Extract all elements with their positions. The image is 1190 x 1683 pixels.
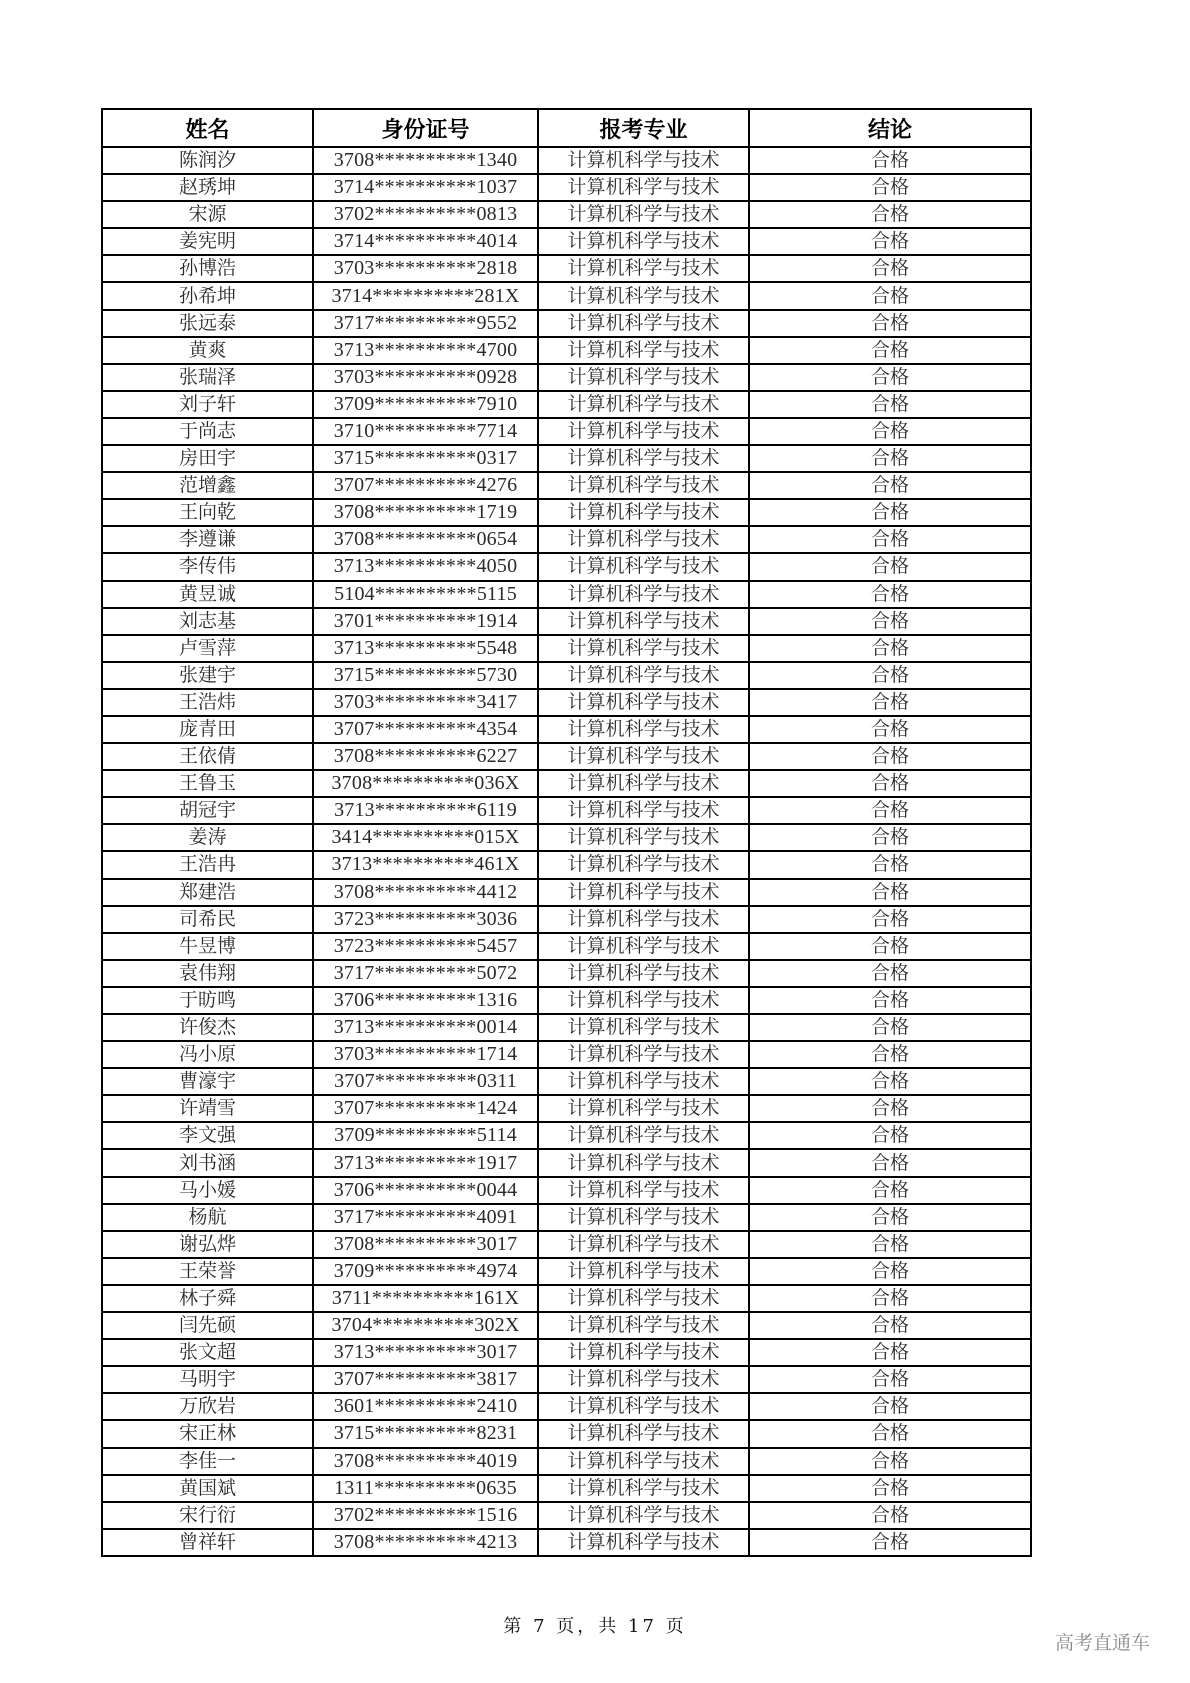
cell-result: 合格 bbox=[749, 635, 1031, 662]
cell-major: 计算机科学与技术 bbox=[538, 337, 749, 364]
cell-name: 胡冠宇 bbox=[102, 797, 313, 824]
table-row bbox=[102, 1393, 1031, 1420]
cell-major: 计算机科学与技术 bbox=[538, 824, 749, 851]
header-result: 结论 bbox=[749, 109, 1031, 147]
cell-major: 计算机科学与技术 bbox=[538, 1448, 749, 1475]
table-row bbox=[102, 553, 1031, 580]
cell-name: 陈润汐 bbox=[102, 147, 313, 174]
cell-major: 计算机科学与技术 bbox=[538, 1122, 749, 1149]
cell-id-number: 3708**********036X bbox=[313, 770, 538, 797]
cell-major: 计算机科学与技术 bbox=[538, 689, 749, 716]
cell-major: 计算机科学与技术 bbox=[538, 1312, 749, 1339]
cell-result: 合格 bbox=[749, 553, 1031, 580]
cell-id-number: 3717**********4091 bbox=[313, 1204, 538, 1231]
cell-id-number: 1311**********0635 bbox=[313, 1475, 538, 1502]
table-row bbox=[102, 879, 1031, 906]
cell-result: 合格 bbox=[749, 1339, 1031, 1366]
cell-major: 计算机科学与技术 bbox=[538, 1231, 749, 1258]
cell-id-number: 3414**********015X bbox=[313, 824, 538, 851]
cell-result: 合格 bbox=[749, 662, 1031, 689]
cell-result: 合格 bbox=[749, 472, 1031, 499]
table-row bbox=[102, 1258, 1031, 1285]
table-row bbox=[102, 174, 1031, 201]
table-row bbox=[102, 716, 1031, 743]
cell-result: 合格 bbox=[749, 364, 1031, 391]
cell-name: 孙希坤 bbox=[102, 282, 313, 309]
cell-major: 计算机科学与技术 bbox=[538, 1475, 749, 1502]
cell-result: 合格 bbox=[749, 201, 1031, 228]
cell-major: 计算机科学与技术 bbox=[538, 228, 749, 255]
cell-result: 合格 bbox=[749, 879, 1031, 906]
cell-major: 计算机科学与技术 bbox=[538, 526, 749, 553]
cell-id-number: 3708**********4019 bbox=[313, 1448, 538, 1475]
cell-name: 王荣誉 bbox=[102, 1258, 313, 1285]
cell-name: 张文超 bbox=[102, 1339, 313, 1366]
cell-result: 合格 bbox=[749, 689, 1031, 716]
table-row bbox=[102, 1177, 1031, 1204]
cell-name: 杨航 bbox=[102, 1204, 313, 1231]
cell-name: 卢雪萍 bbox=[102, 635, 313, 662]
table-row bbox=[102, 1122, 1031, 1149]
cell-id-number: 3717**********5072 bbox=[313, 960, 538, 987]
cell-id-number: 3708**********4213 bbox=[313, 1529, 538, 1556]
cell-result: 合格 bbox=[749, 282, 1031, 309]
cell-result: 合格 bbox=[749, 581, 1031, 608]
cell-name: 袁伟翔 bbox=[102, 960, 313, 987]
cell-id-number: 3708**********6227 bbox=[313, 743, 538, 770]
table-row bbox=[102, 689, 1031, 716]
cell-result: 合格 bbox=[749, 933, 1031, 960]
cell-major: 计算机科学与技术 bbox=[538, 879, 749, 906]
cell-name: 黄爽 bbox=[102, 337, 313, 364]
cell-major: 计算机科学与技术 bbox=[538, 933, 749, 960]
cell-major: 计算机科学与技术 bbox=[538, 174, 749, 201]
table-row bbox=[102, 608, 1031, 635]
cell-result: 合格 bbox=[749, 851, 1031, 878]
table-row bbox=[102, 824, 1031, 851]
table-row bbox=[102, 1502, 1031, 1529]
cell-name: 于尚志 bbox=[102, 418, 313, 445]
cell-result: 合格 bbox=[749, 770, 1031, 797]
cell-major: 计算机科学与技术 bbox=[538, 1177, 749, 1204]
table-row bbox=[102, 445, 1031, 472]
header-id-number: 身份证号 bbox=[313, 109, 538, 147]
cell-id-number: 3713**********461X bbox=[313, 851, 538, 878]
cell-id-number: 3723**********3036 bbox=[313, 906, 538, 933]
cell-major: 计算机科学与技术 bbox=[538, 445, 749, 472]
cell-id-number: 3714**********4014 bbox=[313, 228, 538, 255]
cell-id-number: 3713**********1917 bbox=[313, 1149, 538, 1176]
cell-name: 张瑞泽 bbox=[102, 364, 313, 391]
cell-id-number: 3707**********1424 bbox=[313, 1095, 538, 1122]
cell-result: 合格 bbox=[749, 228, 1031, 255]
cell-result: 合格 bbox=[749, 1068, 1031, 1095]
cell-id-number: 3708**********4412 bbox=[313, 879, 538, 906]
table-row bbox=[102, 337, 1031, 364]
cell-id-number: 3714**********1037 bbox=[313, 174, 538, 201]
cell-result: 合格 bbox=[749, 391, 1031, 418]
cell-major: 计算机科学与技术 bbox=[538, 472, 749, 499]
cell-major: 计算机科学与技术 bbox=[538, 1068, 749, 1095]
table-row bbox=[102, 797, 1031, 824]
cell-major: 计算机科学与技术 bbox=[538, 1366, 749, 1393]
table-row bbox=[102, 1041, 1031, 1068]
results-table bbox=[101, 108, 1032, 1557]
cell-id-number: 3703**********2818 bbox=[313, 255, 538, 282]
table-row bbox=[102, 310, 1031, 337]
cell-id-number: 3703**********1714 bbox=[313, 1041, 538, 1068]
cell-major: 计算机科学与技术 bbox=[538, 770, 749, 797]
cell-id-number: 3713**********6119 bbox=[313, 797, 538, 824]
cell-result: 合格 bbox=[749, 960, 1031, 987]
cell-major: 计算机科学与技术 bbox=[538, 1502, 749, 1529]
cell-result: 合格 bbox=[749, 824, 1031, 851]
cell-major: 计算机科学与技术 bbox=[538, 1149, 749, 1176]
table-row bbox=[102, 364, 1031, 391]
table-row bbox=[102, 228, 1031, 255]
cell-result: 合格 bbox=[749, 1122, 1031, 1149]
cell-result: 合格 bbox=[749, 987, 1031, 1014]
cell-name: 曾祥轩 bbox=[102, 1529, 313, 1556]
cell-major: 计算机科学与技术 bbox=[538, 1285, 749, 1312]
page-number: 第 7 页，共 17 页 bbox=[503, 1616, 687, 1637]
cell-major: 计算机科学与技术 bbox=[538, 1529, 749, 1556]
cell-name: 刘志基 bbox=[102, 608, 313, 635]
table-row bbox=[102, 1448, 1031, 1475]
table-row bbox=[102, 1285, 1031, 1312]
cell-result: 合格 bbox=[749, 147, 1031, 174]
cell-name: 赵琇坤 bbox=[102, 174, 313, 201]
cell-major: 计算机科学与技术 bbox=[538, 1095, 749, 1122]
cell-name: 庞青田 bbox=[102, 716, 313, 743]
table-row bbox=[102, 1312, 1031, 1339]
cell-id-number: 3707**********0311 bbox=[313, 1068, 538, 1095]
cell-id-number: 3709**********7910 bbox=[313, 391, 538, 418]
cell-major: 计算机科学与技术 bbox=[538, 1258, 749, 1285]
table-row bbox=[102, 526, 1031, 553]
cell-name: 司希民 bbox=[102, 906, 313, 933]
cell-result: 合格 bbox=[749, 255, 1031, 282]
table-row bbox=[102, 1014, 1031, 1041]
cell-id-number: 3706**********1316 bbox=[313, 987, 538, 1014]
table-row bbox=[102, 743, 1031, 770]
cell-name: 谢弘烨 bbox=[102, 1231, 313, 1258]
cell-id-number: 3601**********2410 bbox=[313, 1393, 538, 1420]
header-name: 姓名 bbox=[102, 109, 313, 147]
table-row bbox=[102, 662, 1031, 689]
table-row bbox=[102, 851, 1031, 878]
cell-id-number: 3703**********0928 bbox=[313, 364, 538, 391]
table-row bbox=[102, 960, 1031, 987]
cell-major: 计算机科学与技术 bbox=[538, 255, 749, 282]
cell-result: 合格 bbox=[749, 337, 1031, 364]
cell-name: 于昉鸣 bbox=[102, 987, 313, 1014]
cell-id-number: 3703**********3417 bbox=[313, 689, 538, 716]
cell-result: 合格 bbox=[749, 1231, 1031, 1258]
table-row bbox=[102, 906, 1031, 933]
table-row bbox=[102, 770, 1031, 797]
cell-major: 计算机科学与技术 bbox=[538, 743, 749, 770]
cell-result: 合格 bbox=[749, 1041, 1031, 1068]
cell-id-number: 3713**********3017 bbox=[313, 1339, 538, 1366]
cell-id-number: 3708**********1719 bbox=[313, 499, 538, 526]
cell-name: 宋正林 bbox=[102, 1420, 313, 1447]
cell-name: 李传伟 bbox=[102, 553, 313, 580]
cell-major: 计算机科学与技术 bbox=[538, 906, 749, 933]
cell-id-number: 3708**********0654 bbox=[313, 526, 538, 553]
cell-major: 计算机科学与技术 bbox=[538, 987, 749, 1014]
cell-id-number: 3707**********4354 bbox=[313, 716, 538, 743]
cell-name: 李遵谦 bbox=[102, 526, 313, 553]
cell-result: 合格 bbox=[749, 1204, 1031, 1231]
cell-major: 计算机科学与技术 bbox=[538, 553, 749, 580]
table-row bbox=[102, 147, 1031, 174]
cell-id-number: 3704**********302X bbox=[313, 1312, 538, 1339]
cell-id-number: 3708**********3017 bbox=[313, 1231, 538, 1258]
cell-result: 合格 bbox=[749, 174, 1031, 201]
cell-id-number: 3706**********0044 bbox=[313, 1177, 538, 1204]
watermark-text: 高考直通车 bbox=[1055, 1632, 1151, 1654]
table-row bbox=[102, 1529, 1031, 1556]
cell-result: 合格 bbox=[749, 1149, 1031, 1176]
cell-id-number: 3715**********8231 bbox=[313, 1420, 538, 1447]
cell-major: 计算机科学与技术 bbox=[538, 1339, 749, 1366]
table-row bbox=[102, 987, 1031, 1014]
table-row bbox=[102, 1366, 1031, 1393]
cell-major: 计算机科学与技术 bbox=[538, 581, 749, 608]
cell-major: 计算机科学与技术 bbox=[538, 1041, 749, 1068]
cell-name: 冯小原 bbox=[102, 1041, 313, 1068]
cell-major: 计算机科学与技术 bbox=[538, 147, 749, 174]
cell-result: 合格 bbox=[749, 1366, 1031, 1393]
cell-id-number: 3701**********1914 bbox=[313, 608, 538, 635]
cell-name: 黄昱诚 bbox=[102, 581, 313, 608]
cell-id-number: 3713**********5548 bbox=[313, 635, 538, 662]
cell-result: 合格 bbox=[749, 1312, 1031, 1339]
cell-name: 林子舜 bbox=[102, 1285, 313, 1312]
cell-name: 王鲁玉 bbox=[102, 770, 313, 797]
cell-id-number: 3709**********4974 bbox=[313, 1258, 538, 1285]
cell-id-number: 3707**********3817 bbox=[313, 1366, 538, 1393]
cell-id-number: 3723**********5457 bbox=[313, 933, 538, 960]
cell-result: 合格 bbox=[749, 499, 1031, 526]
table-row bbox=[102, 1420, 1031, 1447]
cell-major: 计算机科学与技术 bbox=[538, 499, 749, 526]
cell-name: 李佳一 bbox=[102, 1448, 313, 1475]
cell-name: 李文强 bbox=[102, 1122, 313, 1149]
cell-id-number: 3714**********281X bbox=[313, 282, 538, 309]
cell-result: 合格 bbox=[749, 310, 1031, 337]
cell-id-number: 3711**********161X bbox=[313, 1285, 538, 1312]
cell-result: 合格 bbox=[749, 797, 1031, 824]
cell-result: 合格 bbox=[749, 1393, 1031, 1420]
cell-name: 王向乾 bbox=[102, 499, 313, 526]
cell-name: 宋行衍 bbox=[102, 1502, 313, 1529]
cell-id-number: 3715**********5730 bbox=[313, 662, 538, 689]
cell-name: 闫先硕 bbox=[102, 1312, 313, 1339]
table-body bbox=[102, 147, 1031, 1556]
cell-result: 合格 bbox=[749, 1475, 1031, 1502]
cell-major: 计算机科学与技术 bbox=[538, 1204, 749, 1231]
cell-name: 房田宇 bbox=[102, 445, 313, 472]
table-row bbox=[102, 1204, 1031, 1231]
cell-result: 合格 bbox=[749, 445, 1031, 472]
table-row bbox=[102, 391, 1031, 418]
cell-major: 计算机科学与技术 bbox=[538, 608, 749, 635]
header-row bbox=[102, 109, 1031, 147]
table-row bbox=[102, 933, 1031, 960]
cell-name: 姜涛 bbox=[102, 824, 313, 851]
table-row bbox=[102, 418, 1031, 445]
cell-name: 许俊杰 bbox=[102, 1014, 313, 1041]
cell-id-number: 3710**********7714 bbox=[313, 418, 538, 445]
table-row bbox=[102, 1149, 1031, 1176]
cell-result: 合格 bbox=[749, 716, 1031, 743]
cell-result: 合格 bbox=[749, 526, 1031, 553]
cell-result: 合格 bbox=[749, 1529, 1031, 1556]
cell-result: 合格 bbox=[749, 906, 1031, 933]
table-row bbox=[102, 1095, 1031, 1122]
cell-id-number: 3707**********4276 bbox=[313, 472, 538, 499]
cell-result: 合格 bbox=[749, 1177, 1031, 1204]
cell-name: 郑建浩 bbox=[102, 879, 313, 906]
cell-name: 王浩冉 bbox=[102, 851, 313, 878]
cell-name: 王浩炜 bbox=[102, 689, 313, 716]
cell-major: 计算机科学与技术 bbox=[538, 716, 749, 743]
table-row bbox=[102, 472, 1031, 499]
cell-name: 万欣岩 bbox=[102, 1393, 313, 1420]
header-major: 报考专业 bbox=[538, 109, 749, 147]
cell-result: 合格 bbox=[749, 1285, 1031, 1312]
cell-name: 张远泰 bbox=[102, 310, 313, 337]
cell-name: 黄国斌 bbox=[102, 1475, 313, 1502]
cell-name: 刘子轩 bbox=[102, 391, 313, 418]
table-header bbox=[102, 109, 1031, 147]
table-row bbox=[102, 1339, 1031, 1366]
cell-major: 计算机科学与技术 bbox=[538, 851, 749, 878]
cell-name: 王依倩 bbox=[102, 743, 313, 770]
cell-major: 计算机科学与技术 bbox=[538, 201, 749, 228]
table-row bbox=[102, 1231, 1031, 1258]
cell-result: 合格 bbox=[749, 1258, 1031, 1285]
cell-major: 计算机科学与技术 bbox=[538, 1420, 749, 1447]
cell-id-number: 3709**********5114 bbox=[313, 1122, 538, 1149]
cell-name: 范增鑫 bbox=[102, 472, 313, 499]
cell-major: 计算机科学与技术 bbox=[538, 282, 749, 309]
cell-major: 计算机科学与技术 bbox=[538, 1014, 749, 1041]
cell-name: 许靖雪 bbox=[102, 1095, 313, 1122]
cell-major: 计算机科学与技术 bbox=[538, 1393, 749, 1420]
cell-major: 计算机科学与技术 bbox=[538, 662, 749, 689]
cell-major: 计算机科学与技术 bbox=[538, 797, 749, 824]
cell-name: 孙博浩 bbox=[102, 255, 313, 282]
cell-name: 刘书涵 bbox=[102, 1149, 313, 1176]
cell-id-number: 3713**********4050 bbox=[313, 553, 538, 580]
cell-name: 马明宇 bbox=[102, 1366, 313, 1393]
cell-id-number: 3702**********1516 bbox=[313, 1502, 538, 1529]
cell-id-number: 3717**********9552 bbox=[313, 310, 538, 337]
table-row bbox=[102, 499, 1031, 526]
cell-result: 合格 bbox=[749, 1448, 1031, 1475]
cell-major: 计算机科学与技术 bbox=[538, 418, 749, 445]
cell-name: 宋源 bbox=[102, 201, 313, 228]
cell-id-number: 5104**********5115 bbox=[313, 581, 538, 608]
cell-major: 计算机科学与技术 bbox=[538, 960, 749, 987]
table-row bbox=[102, 282, 1031, 309]
cell-name: 姜宪明 bbox=[102, 228, 313, 255]
cell-result: 合格 bbox=[749, 743, 1031, 770]
table-row bbox=[102, 201, 1031, 228]
cell-id-number: 3713**********0014 bbox=[313, 1014, 538, 1041]
cell-id-number: 3702**********0813 bbox=[313, 201, 538, 228]
cell-result: 合格 bbox=[749, 1095, 1031, 1122]
table-row bbox=[102, 1068, 1031, 1095]
cell-result: 合格 bbox=[749, 1420, 1031, 1447]
cell-result: 合格 bbox=[749, 608, 1031, 635]
cell-major: 计算机科学与技术 bbox=[538, 364, 749, 391]
cell-result: 合格 bbox=[749, 1014, 1031, 1041]
cell-id-number: 3708**********1340 bbox=[313, 147, 538, 174]
cell-result: 合格 bbox=[749, 1502, 1031, 1529]
cell-major: 计算机科学与技术 bbox=[538, 635, 749, 662]
cell-name: 曹濠宇 bbox=[102, 1068, 313, 1095]
cell-result: 合格 bbox=[749, 418, 1031, 445]
cell-name: 马小媛 bbox=[102, 1177, 313, 1204]
table-row bbox=[102, 635, 1031, 662]
cell-name: 张建宇 bbox=[102, 662, 313, 689]
cell-major: 计算机科学与技术 bbox=[538, 310, 749, 337]
cell-major: 计算机科学与技术 bbox=[538, 391, 749, 418]
cell-id-number: 3715**********0317 bbox=[313, 445, 538, 472]
table-row bbox=[102, 1475, 1031, 1502]
cell-name: 牛昱博 bbox=[102, 933, 313, 960]
table-row bbox=[102, 581, 1031, 608]
cell-id-number: 3713**********4700 bbox=[313, 337, 538, 364]
table-row bbox=[102, 255, 1031, 282]
